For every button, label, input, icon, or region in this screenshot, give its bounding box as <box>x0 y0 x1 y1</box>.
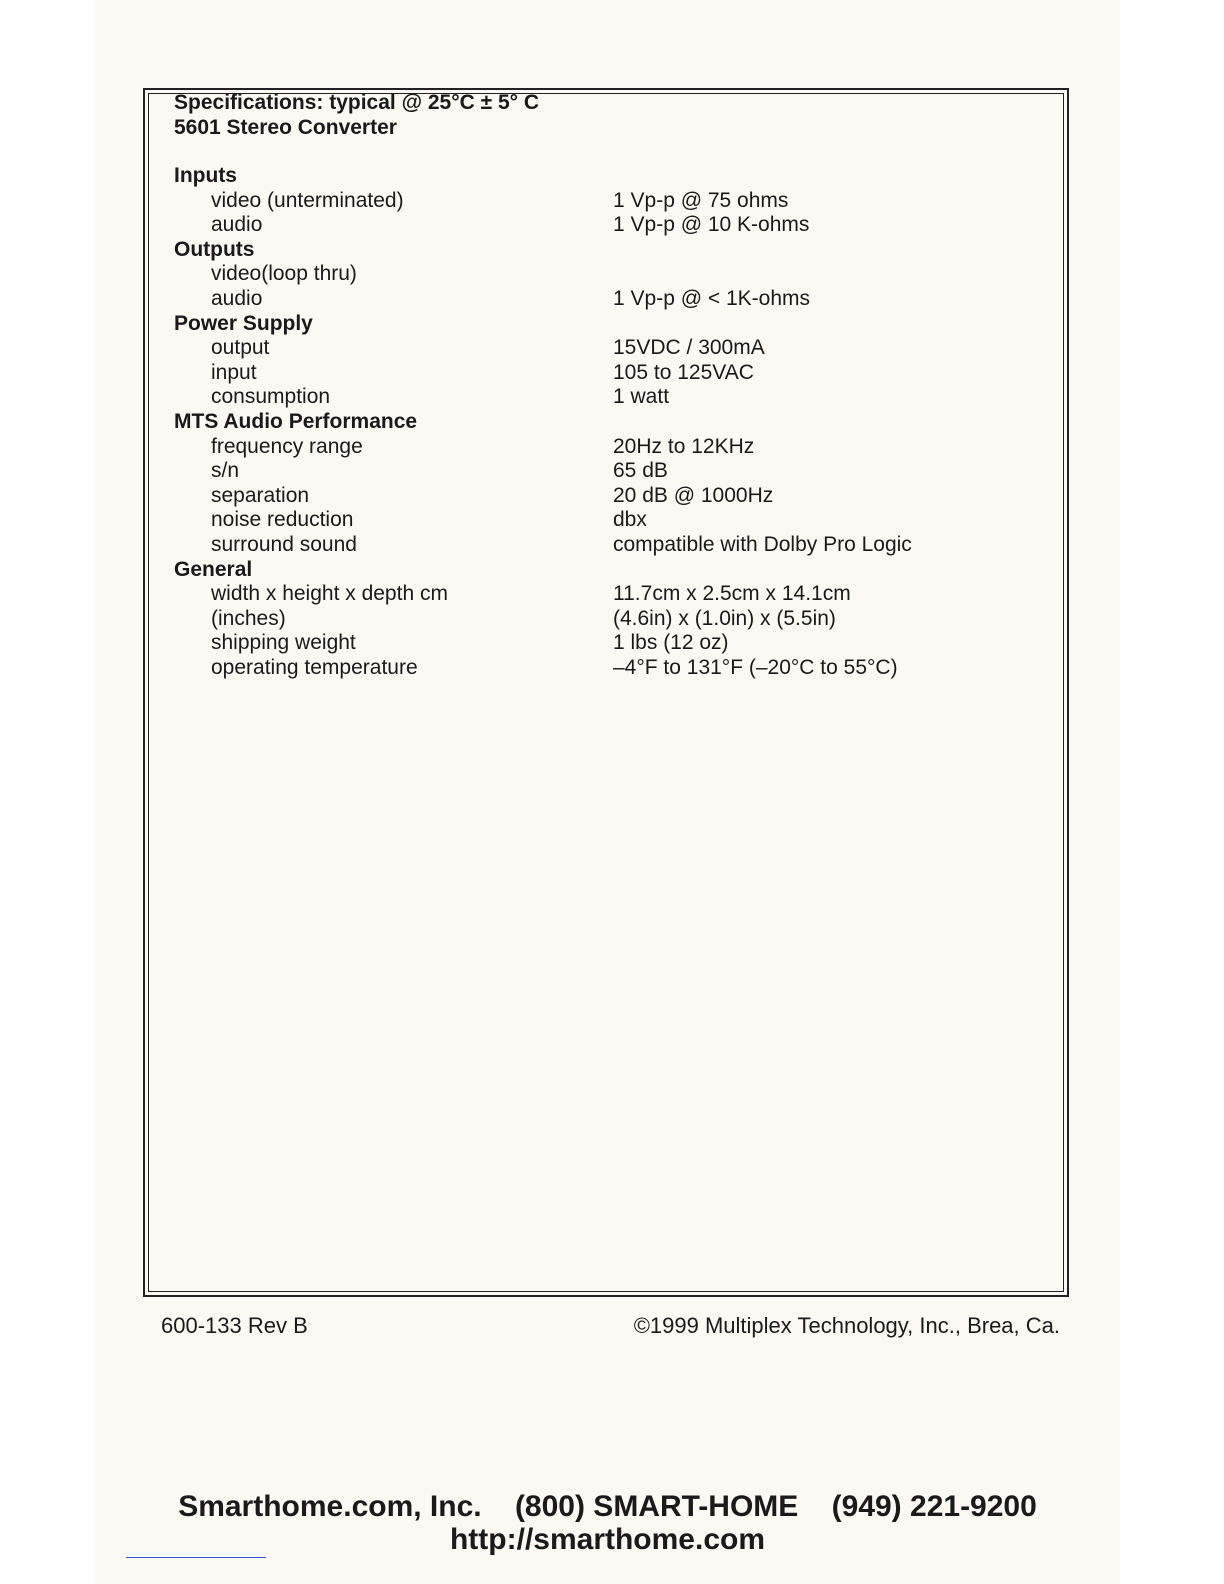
spec-row <box>174 508 1034 533</box>
spec-row <box>174 533 1034 558</box>
spec-value: (4.6in) x (1.0in) x (5.5in) <box>613 606 836 630</box>
spec-label: s/n <box>211 459 240 483</box>
spec-row <box>174 213 1034 238</box>
spec-label: consumption <box>211 385 331 409</box>
spec-label: operating temperature <box>211 655 418 679</box>
spec-row <box>174 336 1034 361</box>
spec-list <box>174 164 1034 680</box>
spec-value: 1 watt <box>613 385 670 409</box>
spec-value: –4°F to 131°F (–20°C to 55°C) <box>613 655 898 679</box>
spec-row <box>174 459 1034 484</box>
spec-value: 11.7cm x 2.5cm x 14.1cm <box>613 582 851 606</box>
link-underline <box>126 1557 266 1558</box>
spec-row <box>174 385 1034 410</box>
spec-row <box>174 287 1034 312</box>
spec-value: dbx <box>613 508 647 532</box>
section-heading: General <box>174 557 253 581</box>
spec-value: 20Hz to 12KHz <box>613 434 755 458</box>
spec-row <box>174 582 1034 607</box>
spec-value: 20 dB @ 1000Hz <box>613 483 774 507</box>
spec-row <box>174 484 1034 509</box>
product-name: 5601 Stereo Converter <box>174 116 397 139</box>
spec-value: 65 dB <box>613 459 668 483</box>
spec-label: width x height x depth cm <box>211 582 448 606</box>
spec-title: Specifications: typical @ 25°C ± 5° C <box>174 91 540 114</box>
spec-label: shipping weight <box>211 631 356 655</box>
spec-label: noise reduction <box>211 508 354 532</box>
spec-label: frequency range <box>211 434 363 458</box>
spec-label: separation <box>211 483 310 507</box>
spec-value: 1 Vp-p @ 75 ohms <box>613 188 789 212</box>
document-number: 600-133 Rev B <box>161 1313 308 1338</box>
spec-row <box>174 607 1034 632</box>
spec-label: video (unterminated) <box>211 188 404 212</box>
spec-value: 1 Vp-p @ 10 K-ohms <box>613 213 810 237</box>
spec-label: surround sound <box>211 532 357 556</box>
spec-row <box>174 189 1034 214</box>
spec-row <box>174 631 1034 656</box>
spec-value: compatible with Dolby Pro Logic <box>613 532 912 556</box>
spec-value: 105 to 125VAC <box>613 360 754 384</box>
spec-value: 15VDC / 300mA <box>613 336 765 360</box>
spec-row <box>174 262 1034 287</box>
section-heading: MTS Audio Performance <box>174 409 418 433</box>
spec-label: video(loop thru) <box>211 262 357 286</box>
section-heading: Power Supply <box>174 311 313 335</box>
spec-row <box>174 361 1034 386</box>
spec-label: (inches) <box>211 606 286 630</box>
spec-label: audio <box>211 213 263 237</box>
spec-value: 1 Vp-p @ < 1K-ohms <box>613 286 810 310</box>
section-heading: Outputs <box>174 237 255 261</box>
contact-info: Smarthome.com, Inc. (800) SMART-HOME (949) 221-9200 <box>178 1490 1037 1523</box>
spec-row <box>174 656 1034 681</box>
spec-row <box>174 435 1034 460</box>
spec-label: output <box>211 336 270 360</box>
section-heading: Inputs <box>174 164 237 187</box>
copyright-notice: ©1999 Multiplex Technology, Inc., Brea, Ca. <box>633 1313 1060 1338</box>
spec-value: 1 lbs (12 oz) <box>613 631 729 655</box>
website-url[interactable]: http://smarthome.com <box>449 1523 766 1556</box>
spec-label: audio <box>211 286 263 310</box>
spec-label: input <box>211 360 257 384</box>
spec-header <box>174 90 539 140</box>
